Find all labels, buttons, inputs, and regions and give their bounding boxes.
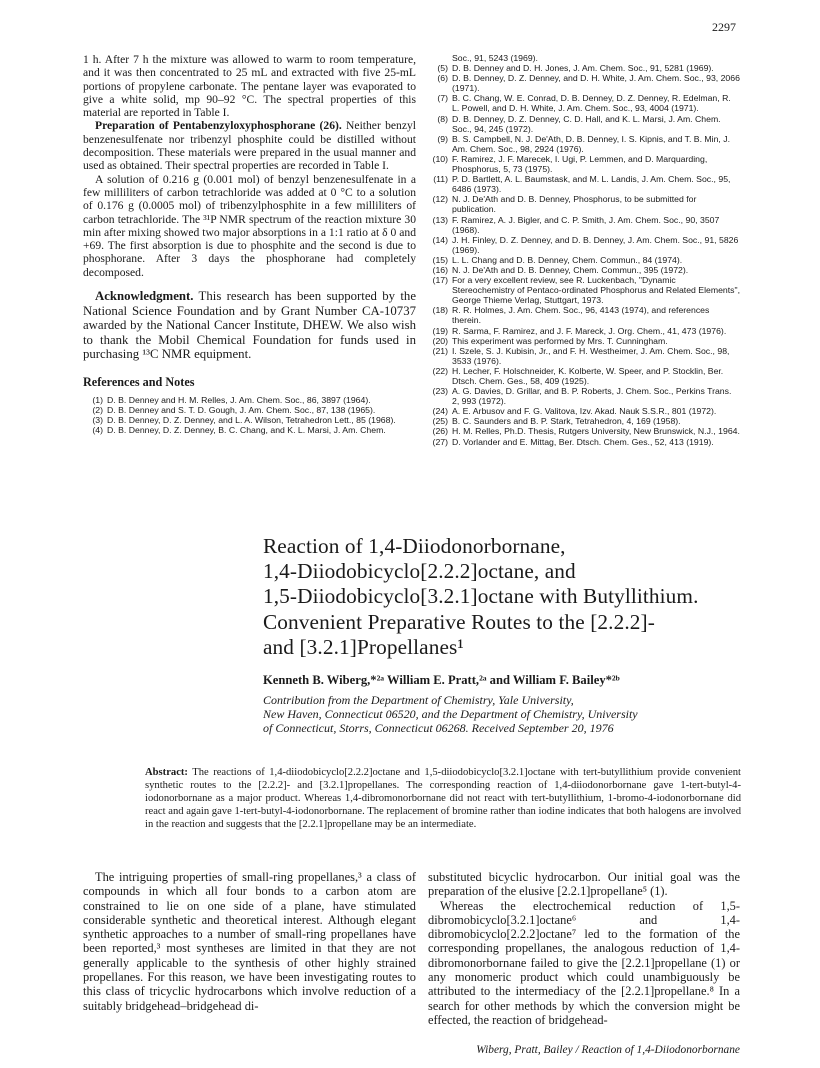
acknowledgment [83,289,416,362]
reference-item [428,336,740,346]
reference-text: D. B. Denney and S. T. D. Gough, J. Am. Chem. Soc., 87, 138 (1965). [107,404,376,415]
reference-item [428,416,740,426]
reference-text: D. B. Denney, D. Z. Denney, and D. H. White, J. Am. Chem. Soc., 93, 2066 (1971). [452,73,740,94]
reference-number: (16) [432,264,448,275]
reference-text: A. G. Davies, D. Grillar, and B. P. Roberts, J. Chem. Soc., Perkins Trans. 2, 993 (1972). [452,386,732,407]
reference-item [428,305,740,325]
page-number: 2297 [712,20,736,34]
section-heading: Preparation of Pentabenzyloxyphosphorane (26). [95,119,342,133]
reference-number: (6) [437,73,448,84]
abstract [145,767,741,832]
reference-number: (21) [432,345,448,356]
reference-number: (23) [432,386,448,397]
paragraph: 1 h. After 7 h the mixture was allowed to warm to room temperature, and it was then concentrated to 25 mL and extracted with five 25-mL portions of propylene carbonate. The pentane layer was evaporated to give a white solid, mp 90–92 °C. The spectral properties of this material are reported in Table I. [83,53,416,120]
reference-item [428,406,740,416]
intro-paragraph: The intriguing properties of small-ring propellanes,³ a class of compounds in which all four bonds to a carbon atom are constrained to lie on one side of a plane, have stimulated considerable synthetic and theoretical interest. Although elegant synthetic approaches to a number of small-ring propellanes have been reported,³ most syntheses are limited in that they are not generally applicable to the synthesis of other highly strained propellanes. For this reason, we have been investigating routes to this class of tricyclic hydrocarbons which involve reduction of a suitably bridgehead–bridgehead di- [83,870,416,1013]
affiliation-line: New Haven, Connecticut 06520, and the Department of Chemistry, University [263,707,638,722]
title-line: 1,4-Diiodobicyclo[2.2.2]octane, and [263,559,576,584]
experimental-text [83,53,416,279]
reference-text: D. B. Denney, D. Z. Denney, B. C. Chang, and K. L. Marsi, J. Am. Chem. [107,425,386,436]
reference-text: D. B. Denney and D. H. Jones, J. Am. Chem. Soc., 91, 5281 (1969). [452,63,714,74]
reference-number: (9) [437,133,448,144]
reference-number: (11) [433,174,448,185]
affiliation-line: Contribution from the Department of Chemistry, Yale University, [263,693,574,708]
reference-text: D. B. Denney, D. Z. Denney, and L. A. Wilson, Tetrahedron Lett., 85 (1968). [107,415,396,425]
reference-item [428,73,740,93]
title-line: 1,5-Diiodobicyclo[3.2.1]octane with Butyllithium. [263,584,699,609]
references-heading: References and Notes [83,374,195,389]
reference-number: (2) [92,404,103,415]
reference-number: (1) [92,394,103,405]
reference-text: H. Lecher, F. Holschneider, K. Kolberte, W. Speer, and P. Stocklin, Ber. Dtsch. Chem. Ges., 58, 409 (1925). [452,365,724,386]
acknowledgment-heading: Acknowledgment. [95,289,194,304]
reference-item [428,437,740,447]
article-title [263,534,753,660]
abstract-label: Abstract: [145,767,188,778]
affiliation [263,693,753,736]
reference-number: (20) [432,335,448,346]
title-line: Reaction of 1,4-Diiodonorbornane, [263,534,566,558]
reference-item [428,93,740,113]
reference-number: (12) [432,194,448,205]
reference-item [428,346,740,366]
paragraph [83,119,416,172]
paragraph-body: Neither benzyl benzenesulfenate nor tribenzyl phosphite could be distilled without decomposition. These materials were prepared in the usual manner and used as obtained. Their spectral properties are recorded in Table I. [83,119,416,173]
reference-text: B. C. Chang, W. E. Conrad, D. B. Denney, D. Z. Denney, R. Edelman, R. L. Powell, and D. H. White, J. Am. Chem. Soc., 93, 4004 (1971). [452,93,731,114]
reference-list-left [83,395,416,435]
reference-item [428,326,740,336]
reference-item [428,235,740,255]
reference-text: Soc., 91, 5243 (1969). [452,53,538,63]
reference-number: (19) [432,325,448,336]
reference-item [428,386,740,406]
affiliation-line: of Connecticut, Storrs, Connecticut 06268. Received September 20, 1976 [263,721,614,736]
reference-text: J. H. Finley, D. Z. Denney, and D. B. Denney, J. Am. Chem. Soc., 91, 5826 (1969). [452,234,739,255]
reference-text: H. M. Relles, Ph.D. Thesis, Rutgers University, New Brunswick, N.J., 1964. [452,426,740,437]
title-line: Convenient Preparative Routes to the [2.2.2]- [263,609,655,634]
article-header [263,534,753,736]
reference-number: (18) [432,305,448,316]
reference-item [428,255,740,265]
reference-number: (15) [432,254,448,265]
reference-text: I. Szele, S. J. Kubisin, Jr., and F. H. Westheimer, J. Am. Chem. Soc., 98, 3533 (1976). [452,345,730,366]
reference-item [428,275,740,305]
reference-number: (24) [432,406,448,417]
reference-text: D. B. Denney, D. Z. Denney, C. D. Hall, and K. L. Marsi, J. Am. Chem. Soc., 94, 245 (1972). [452,113,721,134]
reference-number: (7) [437,93,448,104]
reference-text: P. D. Bartlett, A. L. Baumstask, and M. L. Landis, J. Am. Chem. Soc., 95, 6486 (1973). [452,174,731,195]
right-column [428,53,740,447]
reference-text: F. Ramirez, J. F. Marecek, I. Ugi, P. Lemmen, and D. Marquarding, Phosphorus, 5, 73 (1975). [452,153,708,175]
reference-text: F. Ramirez, A. J. Bigler, and C. P. Smith, J. Am. Chem. Soc., 90, 3507 (1968). [452,214,720,235]
reference-number: (14) [432,234,448,245]
reference-item [428,426,740,436]
reference-text: B. C. Saunders and B. P. Stark, Tetrahedron, 4, 169 (1958). [452,416,681,427]
left-column [83,53,416,435]
reference-text: R. R. Holmes, J. Am. Chem. Soc., 96, 4143 (1974), and references therein. [452,305,710,326]
reference-number: (13) [432,214,448,225]
reference-text: D. B. Denney and H. M. Relles, J. Am. Chem. Soc., 86, 3897 (1964). [107,394,371,405]
reference-text: A. E. Arbusov and F. G. Valitova, Izv. Akad. Nauk S.S.R., 801 (1972). [452,406,717,417]
reference-item [83,425,416,435]
reference-number: (8) [437,113,448,124]
reference-number: (26) [432,426,448,437]
reference-number: (22) [432,365,448,376]
reference-number: (5) [437,63,448,74]
intro-paragraph: Whereas the electrochemical reduction of 1,5-dibromobicyclo[3.2.1]octane⁶ and 1,4-dibromobicyclo[2.2.2]octane⁷ led to the formation of the corresponding propellanes, the analogous reduction of 1,4-dibromonorbornane failed to give the [2.2.1]propellane (1) or any monomeric product which could unambiguously be attributed to the intermediacy of the [2.2.1]propellane.⁸ In a search for other methods by which the conversion might be effected, the reaction of bridgehead- [428,898,740,1027]
reference-text: This experiment was performed by Mrs. T. Cunningham. [452,335,668,346]
reference-text: N. J. De'Ath and D. B. Denney, Chem. Commun., 395 (1972). [452,264,689,275]
title-line: and [3.2.1]Propellanes¹ [263,634,464,659]
paragraph: A solution of 0.216 g (0.001 mol) of benzyl benzenesulfenate in a few milliliters of carbon tetrachloride was added at 0 °C to a solution of 0.176 g (0.0005 mol) of tribenzylphosphite in a few milliliters of carbon tetrachloride. The ³¹P NMR spectrum of the reaction mixture 30 min after mixing showed two major absorptions in a 1:1 ratio at δ 0 and +69. The first absorption is due to phosphite and the second is due to phosphorane. After 3 days the phosphorane had completely decomposed. [83,172,416,279]
reference-number: (17) [432,275,448,286]
intro-right-column [428,870,740,1027]
reference-number: (4) [92,425,103,436]
running-footer: Wiberg, Pratt, Bailey / Reaction of 1,4-Diiodonorbornane [476,1044,740,1056]
reference-text: R. Sarma, F. Ramirez, and J. F. Mareck, J. Org. Chem., 41, 473 (1976). [452,325,727,336]
reference-item [428,194,740,214]
reference-text: B. S. Campbell, N. J. De'Ath, D. B. Denney, I. S. Kipnis, and T. B. Min, J. Am. Chem. Soc., 98, 2924 (1976). [452,133,730,154]
reference-item [428,63,740,73]
reference-text: N. J. De'Ath and D. B. Denney, Phosphorus, to be submitted for publication. [452,194,697,215]
reference-item [428,134,740,154]
reference-item [83,415,416,425]
reference-text: D. Vorlander and E. Mittag, Ber. Dtsch. Chem. Ges., 52, 413 (1919). [452,436,714,447]
abstract-text: The reactions of 1,4-diiodobicyclo[2.2.2]octane and 1,5-diiodobicyclo[3.2.1]octane with tert-butyllithium provide convenient synthetic routes to the [2.2.2]- and [3.2.1]propellanes. The corresponding reaction of 1,4-diiodonorbornane gave 1-tert-butyl-4-iodonorbornane as a major product. Whereas 1,4-dibromonorbornane did not react with tert-butyllithium, 1-bromo-4-iodonorbornane did react and again gave 1-tert-butyl-4-iodonorbornane. The replacement of bromine rather than iodine indicates that both halogens are involved in the reaction and suggests that the [2.2.1]propellane may be an intermediate. [145,767,741,830]
reference-item [428,53,740,63]
reference-item [428,366,740,386]
reference-item [83,395,416,405]
reference-item [428,265,740,275]
reference-number: (3) [92,415,103,425]
reference-item [83,405,416,415]
reference-text: L. L. Chang and D. B. Denney, Chem. Commun., 84 (1974). [452,254,683,265]
intro-left-column [83,870,416,1013]
reference-item [428,215,740,235]
reference-number: (27) [432,436,448,447]
intro-paragraph: substituted bicyclic hydrocarbon. Our initial goal was the preparation of the elusive [2.2.1]propellane⁵ (1). [428,870,740,899]
reference-item [428,114,740,134]
reference-item [428,154,740,174]
reference-item [428,174,740,194]
reference-number: (10) [432,153,448,164]
reference-number: (25) [432,416,448,427]
acknowledgment-body: This research has been supported by the National Science Foundation and by Grant Number CA-10737 awarded by the National Cancer Institute, DHEW. We also wish to thank the Mobil Chemical Foundation for funds used in purchasing ¹³C NMR equipment. [83,289,416,362]
reference-list-right [428,53,740,447]
reference-text: For a very excellent review, see R. Luckenbach, "Dynamic Stereochemistry of Pentaco-ordinated Phosphorus and Related Elements", George Thieme Verlag, Stuttgart, 1973. [452,275,741,306]
author-list: Kenneth B. Wiberg,*²ᵃ William E. Pratt,²ᵃ and William F. Bailey*²ᵇ [263,673,620,688]
